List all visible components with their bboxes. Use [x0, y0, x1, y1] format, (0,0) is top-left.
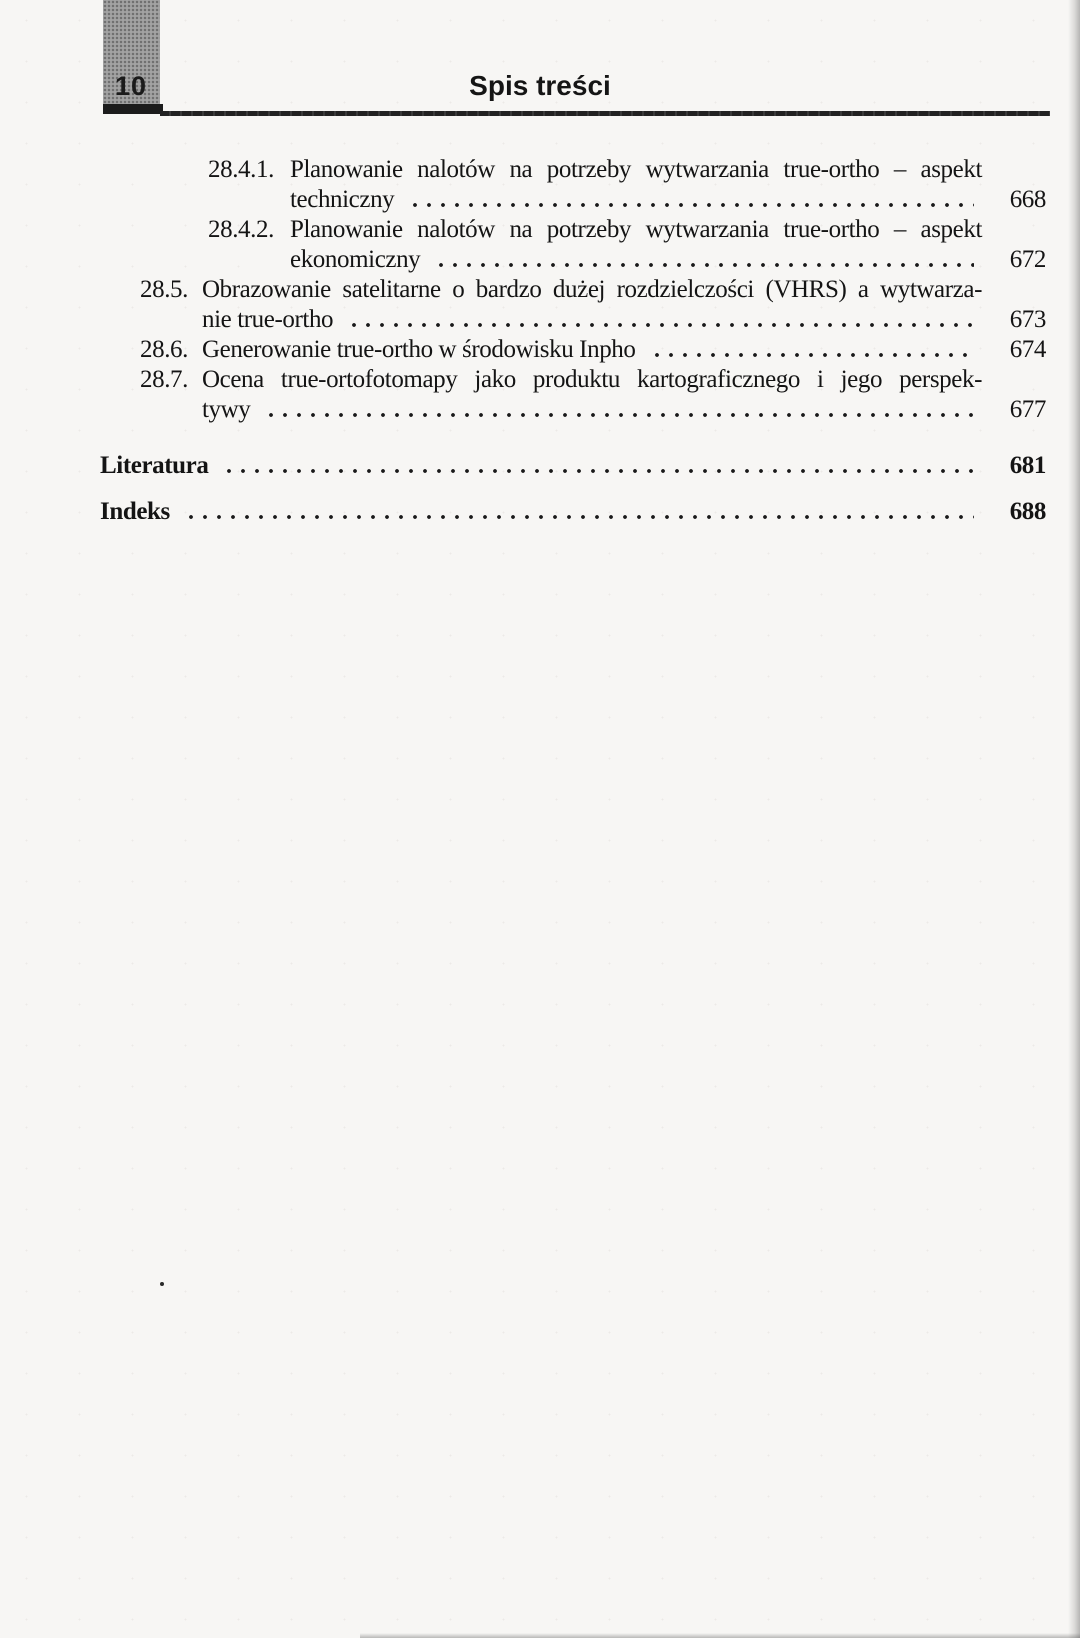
- toc-row: [100, 245, 1046, 275]
- toc-row: [100, 305, 1046, 335]
- page-ref: 674: [1009, 336, 1046, 363]
- entry-number: 28.7.: [140, 366, 189, 393]
- toc-row: [100, 185, 1046, 215]
- page-ref: 673: [1009, 306, 1046, 333]
- book-page-number: 10: [115, 71, 148, 101]
- entry-number: 28.4.1.: [208, 156, 274, 183]
- entry-text: techniczny: [290, 186, 395, 213]
- toc-row: [100, 275, 1046, 305]
- entry-number: 28.6.: [140, 336, 189, 363]
- page-ref: 668: [1009, 186, 1046, 213]
- entry-text: Ocena true-ortofotomapy jako produktu kartograficznego i jego perspek-: [202, 366, 982, 393]
- entry-number: 28.5.: [140, 276, 189, 303]
- dot-leader: [648, 335, 975, 365]
- dot-leader: [432, 245, 974, 275]
- dot-leader: [220, 451, 974, 481]
- toc-row: [100, 215, 1046, 245]
- dot-leader: [262, 395, 974, 425]
- entry-text: Generowanie true-ortho w środowisku Inpho: [202, 336, 636, 363]
- entry-text: Planowanie nalotów na potrzeby wytwarzania true-ortho – aspekt: [290, 156, 982, 183]
- dot-leader: [345, 305, 974, 335]
- page-ref: 677: [1009, 396, 1046, 423]
- scan-edge-shadow-right: [1068, 0, 1080, 1638]
- toc-row-literatura: [100, 451, 1046, 481]
- header-rule: [160, 111, 1050, 116]
- toc-row: [100, 155, 1046, 185]
- entry-text: Indeks: [100, 498, 170, 525]
- table-of-contents: [100, 155, 1046, 527]
- scan-edge-shadow-bottom: [360, 1633, 1080, 1638]
- entry-text: Obrazowanie satelitarne o bardzo dużej rozdzielczości (VHRS) a wytwarza-: [202, 276, 982, 303]
- entry-text: nie true-ortho: [202, 306, 334, 333]
- page-ref: 672: [1009, 246, 1046, 273]
- entry-number: 28.4.2.: [208, 216, 274, 243]
- toc-row: [100, 365, 1046, 395]
- toc-row: [100, 395, 1046, 425]
- dot-leader: [182, 497, 974, 527]
- entry-text: Literatura: [100, 452, 209, 479]
- toc-row: [100, 335, 1046, 365]
- page-title: Spis treści: [469, 70, 611, 101]
- scan-speck: [160, 1282, 164, 1286]
- entry-text: Planowanie nalotów na potrzeby wytwarzania true-ortho – aspekt: [290, 216, 982, 243]
- toc-row-indeks: [100, 497, 1046, 527]
- badge-underline-bar: [103, 104, 163, 114]
- page-ref: 688: [1009, 498, 1046, 525]
- dot-leader: [406, 185, 974, 215]
- page-ref: 681: [1009, 452, 1046, 479]
- entry-text: ekonomiczny: [290, 246, 421, 273]
- entry-text: tywy: [202, 396, 251, 423]
